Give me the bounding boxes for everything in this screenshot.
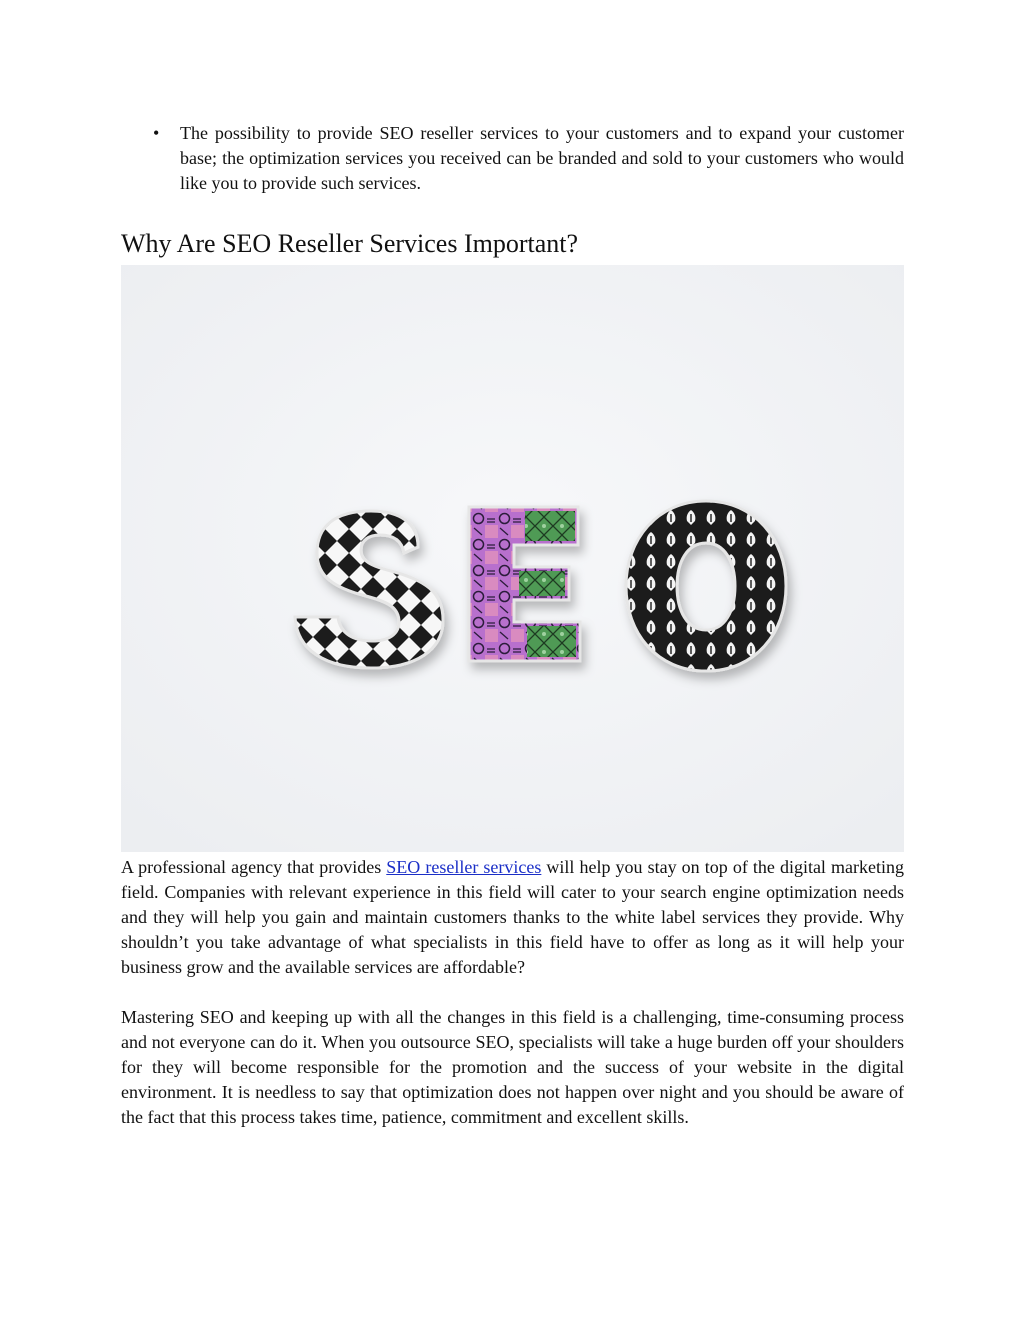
seo-reseller-services-link[interactable]: SEO reseller services [386, 857, 542, 877]
seo-letters-illustration [121, 265, 904, 852]
list-item [121, 121, 904, 196]
bullet-dot-icon: • [153, 123, 160, 143]
paragraph-agency-lead: A professional agency that provides [121, 857, 387, 877]
document-page [121, 121, 904, 1130]
paragraph-agency-rest: will help you stay on top of the digital marketing field. Companies with relevant experience in this field will cater to your search engine optimization needs and they will help you gain and maintain customers thanks to the white label services they provide. Why shouldn’t you take advantage of what specialists in this field have to offer as long as it will help your business grow and the available services are affordable? [121, 857, 904, 977]
section-heading: Why Are SEO Reseller Services Important? [121, 229, 579, 258]
paragraph-agency [121, 855, 904, 980]
bullet-list [121, 121, 904, 196]
bullet-text: The possibility to provide SEO reseller services to your customers and to expand your customer base; the optimization services you received can be branded and sold to your customers who would like you to provide such services. [180, 123, 904, 193]
paragraph-mastering-seo: Mastering SEO and keeping up with all the changes in this field is a challenging, time-consuming process and not everyone can do it. When you outsource SEO, specialists will take a huge burden off your shoulders for they will become responsible for the promotion and the success of your website in the digital environment. It is needless to say that optimization does not happen over night and you should be aware of the fact that this process takes time, patience, commitment and excellent skills. [121, 1007, 904, 1127]
seo-letters-photo [121, 265, 904, 852]
letter-e-shape [469, 507, 580, 661]
